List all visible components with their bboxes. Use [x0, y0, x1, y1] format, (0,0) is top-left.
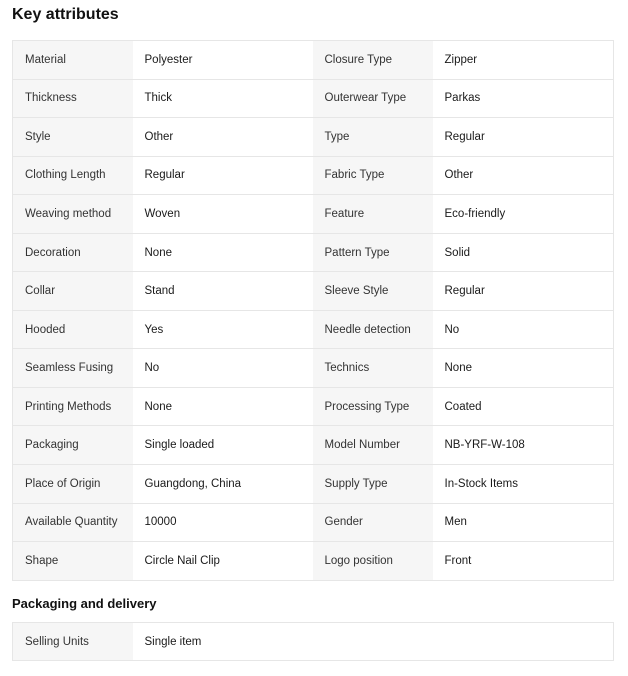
- attribute-row: [13, 349, 614, 388]
- attribute-label: Gender: [313, 503, 433, 542]
- attribute-value: None: [433, 349, 614, 388]
- key-attributes-heading: Key attributes: [12, 6, 119, 23]
- attribute-label: Sleeve Style: [313, 272, 433, 311]
- packaging-delivery-table: [12, 622, 614, 661]
- attribute-row: [13, 542, 614, 581]
- attribute-label: Decoration: [13, 233, 133, 272]
- attribute-label: Supply Type: [313, 465, 433, 504]
- attribute-label: Processing Type: [313, 387, 433, 426]
- attribute-value: Other: [133, 118, 313, 157]
- attribute-row: [13, 79, 614, 118]
- attribute-value: Men: [433, 503, 614, 542]
- attribute-label: Available Quantity: [13, 503, 133, 542]
- attribute-row: [13, 465, 614, 504]
- attribute-label: Printing Methods: [13, 387, 133, 426]
- attribute-row: [13, 233, 614, 272]
- attribute-value: None: [133, 233, 313, 272]
- attribute-value: 10000: [133, 503, 313, 542]
- attribute-row: [13, 195, 614, 234]
- attribute-row: [13, 426, 614, 465]
- attribute-value: Coated: [433, 387, 614, 426]
- attribute-value: In-Stock Items: [433, 465, 614, 504]
- attribute-value: No: [133, 349, 313, 388]
- attribute-label: Seamless Fusing: [13, 349, 133, 388]
- attribute-value: Guangdong, China: [133, 465, 313, 504]
- attribute-value: Single loaded: [133, 426, 313, 465]
- attribute-value: Zipper: [433, 41, 614, 80]
- attribute-label: Weaving method: [13, 195, 133, 234]
- attribute-label: Closure Type: [313, 41, 433, 80]
- delivery-row: [13, 623, 614, 661]
- attribute-value: Yes: [133, 310, 313, 349]
- attribute-label: Outerwear Type: [313, 79, 433, 118]
- attribute-label: Needle detection: [313, 310, 433, 349]
- attribute-value: Other: [433, 156, 614, 195]
- attribute-row: [13, 156, 614, 195]
- attribute-value: Regular: [433, 118, 614, 157]
- attribute-row: [13, 387, 614, 426]
- attribute-value: Circle Nail Clip: [133, 542, 313, 581]
- attribute-value: None: [133, 387, 313, 426]
- attribute-value: Regular: [133, 156, 313, 195]
- packaging-delivery-heading: Packaging and delivery: [12, 596, 157, 611]
- attribute-label: Place of Origin: [13, 465, 133, 504]
- key-attributes-table: [12, 40, 614, 581]
- attribute-label: Fabric Type: [313, 156, 433, 195]
- attribute-label: Material: [13, 41, 133, 80]
- delivery-label: Selling Units: [13, 623, 133, 661]
- attribute-label: Model Number: [313, 426, 433, 465]
- attribute-value: Parkas: [433, 79, 614, 118]
- attribute-value: Woven: [133, 195, 313, 234]
- attribute-value: NB-YRF-W-108: [433, 426, 614, 465]
- attribute-value: Polyester: [133, 41, 313, 80]
- delivery-value: Single item: [133, 623, 614, 661]
- attribute-label: Technics: [313, 349, 433, 388]
- attribute-label: Type: [313, 118, 433, 157]
- attribute-label: Collar: [13, 272, 133, 311]
- attribute-label: Shape: [13, 542, 133, 581]
- attribute-row: [13, 41, 614, 80]
- attribute-value: Thick: [133, 79, 313, 118]
- attribute-value: Front: [433, 542, 614, 581]
- attribute-label: Clothing Length: [13, 156, 133, 195]
- attribute-label: Hooded: [13, 310, 133, 349]
- attribute-label: Style: [13, 118, 133, 157]
- attribute-row: [13, 503, 614, 542]
- attribute-value: Regular: [433, 272, 614, 311]
- attribute-row: [13, 272, 614, 311]
- attribute-label: Packaging: [13, 426, 133, 465]
- attribute-row: [13, 118, 614, 157]
- attribute-label: Feature: [313, 195, 433, 234]
- attribute-value: No: [433, 310, 614, 349]
- attribute-label: Logo position: [313, 542, 433, 581]
- attribute-row: [13, 310, 614, 349]
- attribute-value: Stand: [133, 272, 313, 311]
- attribute-label: Pattern Type: [313, 233, 433, 272]
- attribute-value: Eco-friendly: [433, 195, 614, 234]
- attribute-label: Thickness: [13, 79, 133, 118]
- attribute-value: Solid: [433, 233, 614, 272]
